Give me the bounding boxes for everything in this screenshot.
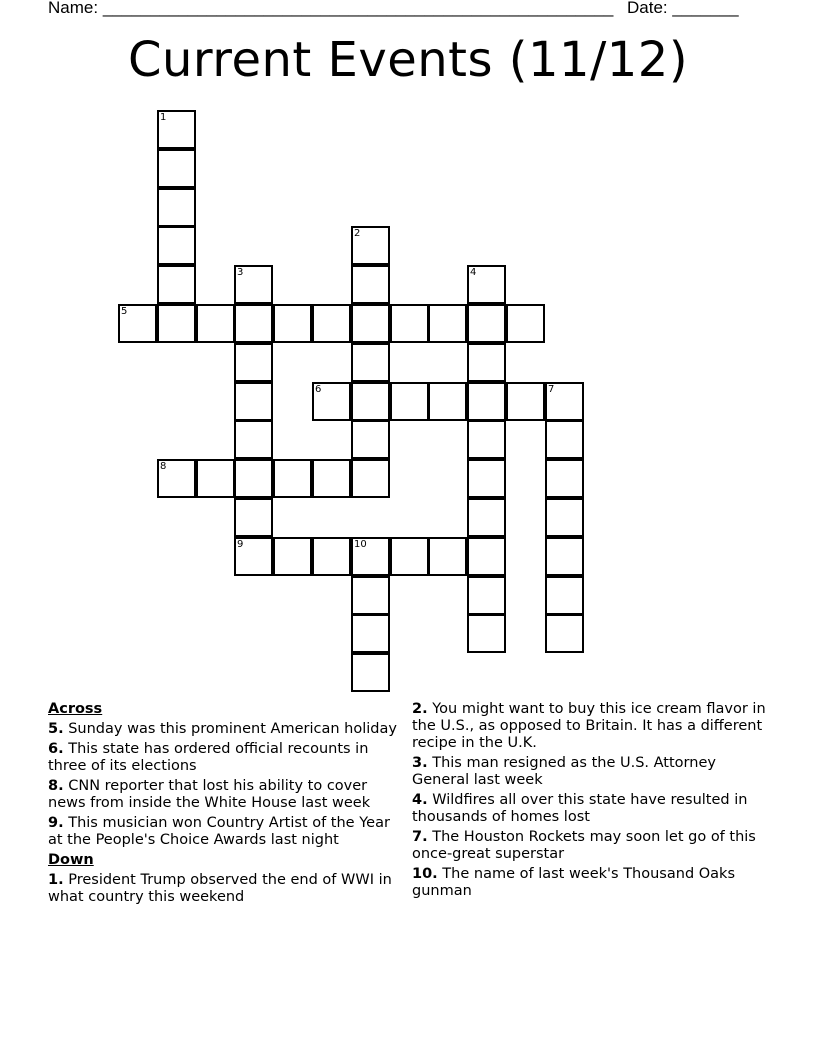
clue-text: CNN reporter that lost his ability to cover news from inside the White House last week (48, 778, 371, 811)
grid-cell[interactable] (157, 188, 196, 227)
clue-down-10 (412, 866, 772, 900)
clue-down-2 (412, 701, 772, 752)
clue-text: Sunday was this prominent American holiday (68, 721, 397, 737)
grid-cell[interactable] (467, 576, 506, 615)
grid-cell[interactable] (234, 459, 273, 498)
clue-number: 1. (48, 872, 64, 888)
grid-cell[interactable] (467, 382, 506, 421)
grid-cell[interactable] (234, 304, 273, 343)
clue-across-6 (48, 741, 404, 775)
grid-cell[interactable] (234, 537, 273, 576)
clues-left-column (48, 701, 404, 909)
grid-cell[interactable] (351, 420, 390, 459)
grid-cell[interactable] (467, 459, 506, 498)
date-line[interactable]: _______ (672, 0, 739, 17)
grid-cell[interactable] (467, 265, 506, 304)
clue-number: 6. (48, 741, 64, 757)
across-heading: Across (48, 701, 103, 717)
page-title: Current Events (11/12) (127, 32, 689, 88)
grid-cell[interactable] (157, 265, 196, 304)
grid-cell[interactable] (157, 226, 196, 265)
clue-number: 8. (48, 778, 64, 794)
grid-cell[interactable] (157, 459, 196, 498)
clue-down-3 (412, 755, 772, 789)
grid-cell[interactable] (157, 149, 196, 188)
grid-cell[interactable] (428, 537, 467, 576)
clue-number-label: 9 (237, 539, 244, 550)
grid-cell[interactable] (467, 304, 506, 343)
grid-cell[interactable] (234, 420, 273, 459)
clue-number: 5. (48, 721, 64, 737)
grid-cell[interactable] (273, 537, 312, 576)
grid-cell[interactable] (234, 498, 273, 537)
grid-cell[interactable] (312, 537, 351, 576)
grid-cell[interactable] (312, 382, 351, 421)
clue-down-4 (412, 792, 772, 826)
grid-cell[interactable] (467, 498, 506, 537)
clue-text: The Houston Rockets may soon let go of this once-great superstar (412, 829, 756, 862)
clue-text: This man resigned as the U.S. Attorney General last week (412, 755, 716, 788)
grid-cell[interactable] (390, 382, 429, 421)
clue-text: Wildfires all over this state have resulted in thousands of homes lost (412, 792, 748, 825)
name-line[interactable]: ______________________________________________________ (102, 0, 614, 17)
grid-cell[interactable] (196, 459, 235, 498)
clue-across-5 (48, 721, 404, 738)
grid-cell[interactable] (312, 304, 351, 343)
grid-cell[interactable] (545, 459, 584, 498)
clue-number: 4. (412, 792, 428, 808)
grid-cell[interactable] (467, 343, 506, 382)
clue-number: 10. (412, 866, 438, 882)
clue-number-label: 5 (121, 306, 128, 317)
grid-cell[interactable] (545, 614, 584, 653)
grid-cell[interactable] (351, 459, 390, 498)
clue-number: 9. (48, 815, 64, 831)
grid-cell[interactable] (545, 537, 584, 576)
grid-cell[interactable] (467, 420, 506, 459)
grid-cell[interactable] (351, 265, 390, 304)
grid-cell[interactable] (312, 459, 351, 498)
clue-across-8 (48, 778, 404, 812)
grid-cell[interactable] (196, 304, 235, 343)
clue-text: President Trump observed the end of WWI in what country this weekend (48, 872, 392, 905)
grid-cell[interactable] (506, 304, 545, 343)
grid-cell[interactable] (234, 343, 273, 382)
clue-text: The name of last week's Thousand Oaks gunman (412, 866, 736, 899)
grid-cell[interactable] (390, 304, 429, 343)
clue-number: 3. (412, 755, 428, 771)
clue-text: This state has ordered official recounts in three of its elections (48, 741, 369, 774)
grid-cell[interactable] (467, 537, 506, 576)
grid-cell[interactable] (545, 382, 584, 421)
grid-cell[interactable] (234, 265, 273, 304)
grid-cell[interactable] (234, 382, 273, 421)
clue-number-label: 2 (354, 228, 361, 239)
grid-cell[interactable] (545, 498, 584, 537)
grid-cell[interactable] (545, 420, 584, 459)
grid-cell[interactable] (351, 226, 390, 265)
grid-cell[interactable] (428, 304, 467, 343)
clue-number-label: 10 (354, 539, 367, 550)
clues-right-column (412, 701, 772, 903)
grid-cell[interactable] (351, 614, 390, 653)
grid-cell[interactable] (157, 110, 196, 149)
grid-cell[interactable] (428, 382, 467, 421)
clue-number: 7. (412, 829, 428, 845)
clue-number-label: 8 (160, 461, 167, 472)
grid-cell[interactable] (157, 304, 196, 343)
grid-cell[interactable] (390, 537, 429, 576)
grid-cell[interactable] (273, 304, 312, 343)
grid-cell[interactable] (545, 576, 584, 615)
clue-number-label: 6 (315, 384, 322, 395)
clue-text: You might want to buy this ice cream flavor in the U.S., as opposed to Britain. It has a different recipe in the U.K. (412, 701, 766, 751)
grid-cell[interactable] (351, 537, 390, 576)
grid-cell[interactable] (506, 382, 545, 421)
clue-number-label: 1 (160, 112, 167, 123)
clue-number-label: 3 (237, 267, 244, 278)
date-label: Date: (627, 0, 668, 17)
clue-across-9 (48, 815, 404, 849)
clue-number-label: 4 (470, 267, 477, 278)
clue-down-1 (48, 872, 404, 906)
grid-cell[interactable] (351, 576, 390, 615)
grid-cell[interactable] (351, 343, 390, 382)
clue-down-7 (412, 829, 772, 863)
clue-text: This musician won Country Artist of the Year at the People's Choice Awards last night (48, 815, 390, 848)
name-label: Name: (48, 0, 99, 17)
grid-cell[interactable] (351, 304, 390, 343)
down-heading: Down (48, 852, 94, 868)
grid-cell[interactable] (351, 653, 390, 692)
grid-cell[interactable] (467, 614, 506, 653)
grid-cell[interactable] (118, 304, 157, 343)
clue-number-label: 7 (548, 384, 555, 395)
clue-number: 2. (412, 701, 428, 717)
grid-cell[interactable] (351, 382, 390, 421)
grid-cell[interactable] (273, 459, 312, 498)
